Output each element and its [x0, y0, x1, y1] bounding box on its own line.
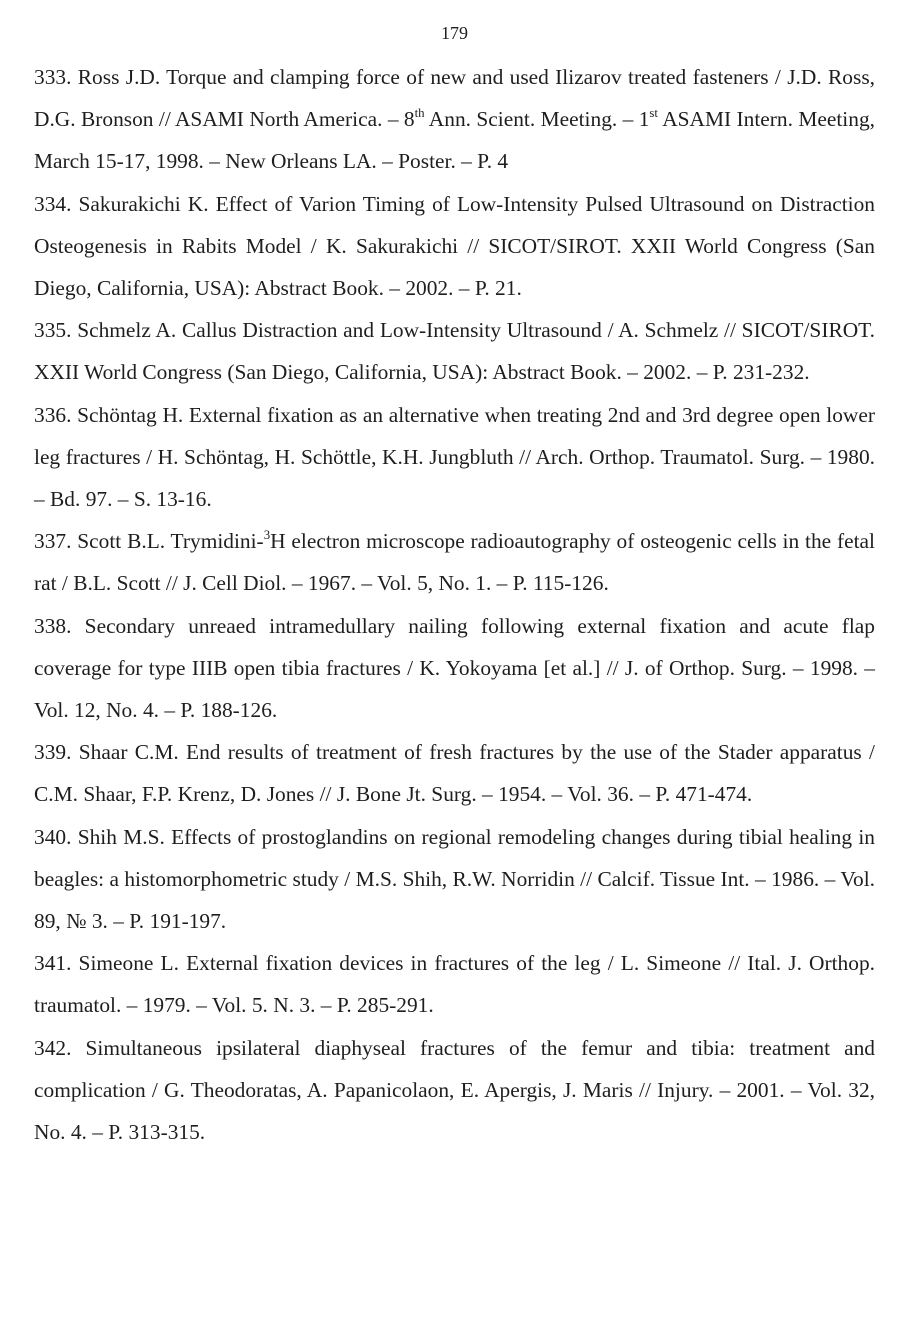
reference-text: Schöntag H. External fixation as an alternative when treating 2nd and 3rd degree open lower leg fractures / H. Schöntag, H. Schöttle, K.H. Jungbluth // Arch. Orthop. Traumatol. Surg. – 1980. – Bd. 97. – S. 13-16. — [34, 402, 875, 512]
reference-text: ASAMI Intern. Meeting, March 15-17, 1998. – New Orleans LA. – Poster. – P. 4 — [34, 107, 875, 174]
reference-entry — [34, 942, 875, 1026]
superscript-text: st — [649, 105, 658, 120]
reference-number: 335. — [34, 318, 72, 343]
reference-text: Secondary unreaed intramedullary nailing following external fixation and acute flap coverage for type IIIB open tibia fractures / K. Yokoyama [et al.] // J. of Orthop. Surg. – 1998. – Vol. 12, No. 4. – P. 188-126. — [34, 613, 875, 723]
reference-text: Schmelz A. Callus Distraction and Low-Intensity Ultrasound / A. Schmelz // SICOT/SIROT. XXII World Congress (San Diego, California, USA): Abstract Book. – 2002. – P. 231-232. — [34, 318, 875, 385]
reference-list — [34, 56, 875, 1153]
reference-entry — [34, 1027, 875, 1154]
reference-number: 340. — [34, 824, 72, 849]
reference-number: 333. — [34, 65, 72, 89]
reference-text: H electron microscope radioautography of osteogenic cells in the fetal rat / B.L. Scott // J. Cell Diol. – 1967. – Vol. 5, No. 1. – P. 115-126. — [34, 529, 875, 596]
reference-number: 334. — [34, 191, 72, 216]
reference-entry — [34, 520, 875, 604]
reference-number: 336. — [34, 402, 72, 427]
reference-entry — [34, 816, 875, 943]
reference-number: 341. — [34, 951, 72, 976]
reference-text: Sakurakichi K. Effect of Varion Timing of Low-Intensity Pulsed Ultrasound on Distraction Osteogenesis in Rabits Model / K. Sakurakichi // SICOT/SIROT. XXII World Congress (San Diego, California, USA): Abstract Book. – 2002. – P. 21. — [34, 191, 875, 301]
reference-text: Scott B.L. Trymidini- — [71, 529, 264, 554]
reference-text: Ann. Scient. Meeting. – 1 — [424, 107, 650, 132]
document-page — [34, 18, 875, 1153]
reference-text: Shih M.S. Effects of prostoglandins on regional remodeling changes during tibial healing in beagles: a histomorphometric study / M.S. Shih, R.W. Norridin // Calcif. Tissue Int. – 1986. – Vol. 89, № 3. – P. 191-197. — [34, 824, 875, 934]
reference-entry — [34, 731, 875, 815]
page-number: 179 — [441, 23, 468, 43]
reference-number: 342. — [34, 1035, 72, 1060]
reference-text: Ross J.D. Torque and clamping force of new and used Ilizarov treated fasteners / J.D. Ross, D.G. Bronson // ASAMI North America. – 8 — [34, 65, 875, 132]
reference-number: 339. — [34, 740, 72, 765]
reference-entry — [34, 605, 875, 732]
reference-number: 337. — [34, 529, 72, 554]
reference-entry — [34, 394, 875, 521]
reference-text: Simultaneous ipsilateral diaphyseal fractures of the femur and tibia: treatment and complication / G. Theodoratas, A. Papanicolaon, E. Apergis, J. Maris // Injury. – 2001. – Vol. 32, No. 4. – P. 313-315. — [34, 1035, 875, 1145]
reference-entry — [34, 183, 875, 310]
reference-text: Simeone L. External fixation devices in fractures of the leg / L. Simeone // Ital. J. Orthop. traumatol. – 1979. – Vol. 5. N. 3. – P. 285-291. — [34, 951, 875, 1018]
superscript-text: 3 — [263, 527, 271, 542]
reference-number: 338. — [34, 613, 72, 638]
reference-entry — [34, 56, 875, 183]
reference-entry — [34, 309, 875, 393]
superscript-text: th — [414, 105, 425, 120]
reference-text: Shaar C.M. End results of treatment of fresh fractures by the use of the Stader apparatus / C.M. Shaar, F.P. Krenz, D. Jones // J. Bone Jt. Surg. – 1954. – Vol. 36. – P. 471-474. — [34, 740, 875, 807]
